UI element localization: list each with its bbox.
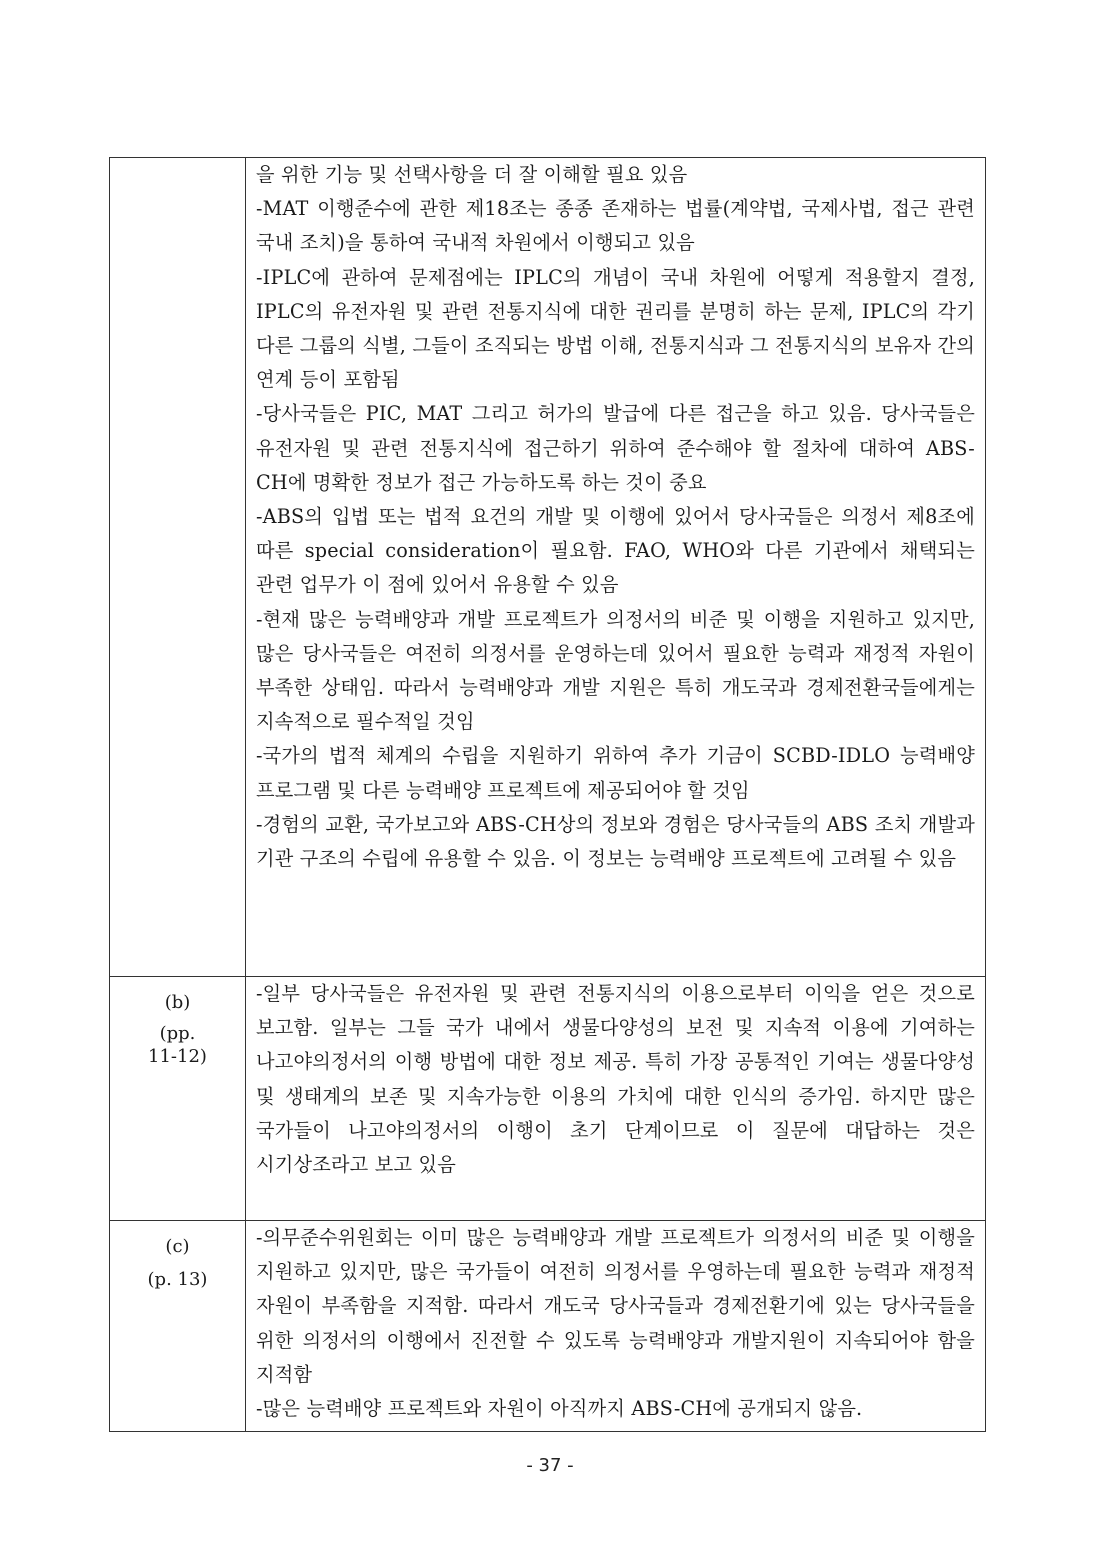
table-row [110, 158, 986, 977]
paragraph: -경험의 교환, 국가보고와 ABS-CH상의 정보와 경험은 당사국들의 ABS 조치 개발과 기관 구조의 수립에 유용할 수 있음. 이 정보는 능력배양 프로젝트에 고려될 수 있음 [256, 812, 975, 871]
content-cell [246, 977, 986, 1221]
paragraph: 을 위한 기능 및 선택사항을 더 잘 이해할 필요 있음 [256, 163, 688, 186]
reference-pages: 11-12) [148, 1046, 207, 1067]
page-number: - 37 - [526, 1455, 574, 1476]
document-table [109, 157, 986, 1432]
paragraph: -ABS의 입법 또는 법적 요건의 개발 및 이행에 있어서 당사국들은 의정서 제8조에 따른 special consideration이 필요함. FAO, WHO와 다른 기관에서 채택되는 관련 업무가 이 점에 있어서 유용할 수 있음 [256, 505, 975, 597]
table-row [110, 1221, 986, 1432]
content-cell [246, 158, 986, 977]
reference-cell [110, 1221, 246, 1432]
reference-pages: (pp. [159, 1023, 196, 1044]
reference-pages: (p. 13) [147, 1269, 208, 1290]
paragraph: -당사국들은 PIC, MAT 그리고 허가의 발급에 다른 접근을 하고 있음. 당사국들은 유전자원 및 관련 전통지식에 접근하기 위하여 준수해야 할 절차에 대하여 ABS-CH에 명확한 정보가 접근 가능하도록 하는 것이 중요 [256, 402, 975, 494]
reference-label: (c) [165, 1236, 190, 1257]
reference-cell [110, 158, 246, 977]
reference-label: (b) [164, 992, 191, 1013]
table-row [110, 977, 986, 1221]
paragraph: -IPLC에 관하여 문제점에는 IPLC의 개념이 국내 차원에 어떻게 적용할지 결정, IPLC의 유전자원 및 관련 전통지식에 대한 권리를 분명히 하는 문제, IPLC의 각기 다른 그룹의 식별, 그들이 조직되는 방법 이해, 전통지식과 그 전통지식의 보유자 간의 연계 등이 포함됨 [256, 265, 975, 392]
content-cell [246, 1221, 986, 1432]
reference-cell [110, 977, 246, 1221]
paragraph: -의무준수위원회는 이미 많은 능력배양과 개발 프로젝트가 의정서의 비준 및 이행을 지원하고 있지만, 많은 국가들이 여전히 의정서를 우영하는데 필요한 능력과 재정적 자원이 부족함을 지적함. 따라서 개도국 당사국들과 경제전환기에 있는 당사국들을 위한 의정서의 이행에서 진전할 수 있도록 능력배양과 개발지원이 지속되어야 함을 지적함 [256, 1226, 975, 1386]
paragraph: -MAT 이행준수에 관한 제18조는 종종 존재하는 법률(계약법, 국제사법, 접근 관련 국내 조치)을 통하여 국내적 차원에서 이행되고 있음 [256, 197, 975, 255]
paragraph: -현재 많은 능력배양과 개발 프로젝트가 의정서의 비준 및 이행을 지원하고 있지만, 많은 당사국들은 여전히 의정서를 운영하는데 있어서 필요한 능력과 재정적 자원이 부족한 상태임. 따라서 능력배양과 개발 지원은 특히 개도국과 경제전환국들에게는 지속적으로 필수적일 것임 [256, 607, 975, 734]
paragraph: -국가의 법적 체계의 수립을 지원하기 위하여 추가 기금이 SCBD-IDLO 능력배양 프로그램 및 다른 능력배양 프로젝트에 제공되어야 할 것임 [256, 744, 975, 802]
paragraph: -많은 능력배양 프로젝트와 자원이 아직까지 ABS-CH에 공개되지 않음. [256, 1397, 863, 1421]
paragraph: -일부 당사국들은 유전자원 및 관련 전통지식의 이용으로부터 이익을 얻은 것으로 보고함. 일부는 그들 국가 내에서 생물다양성의 보전 및 지속적 이용에 기여하는 나고야의정서의 이행 방법에 대한 정보 제공. 특히 가장 공통적인 기여는 생물다양성 및 생태계의 보존 및 지속가능한 이용의 가치에 대한 인식의 증가임. 하지만 많은 국가들이 나고야의정서의 이행이 초기 단계이므로 이 질문에 대답하는 것은 시기상조라고 보고 있음 [256, 982, 975, 1177]
